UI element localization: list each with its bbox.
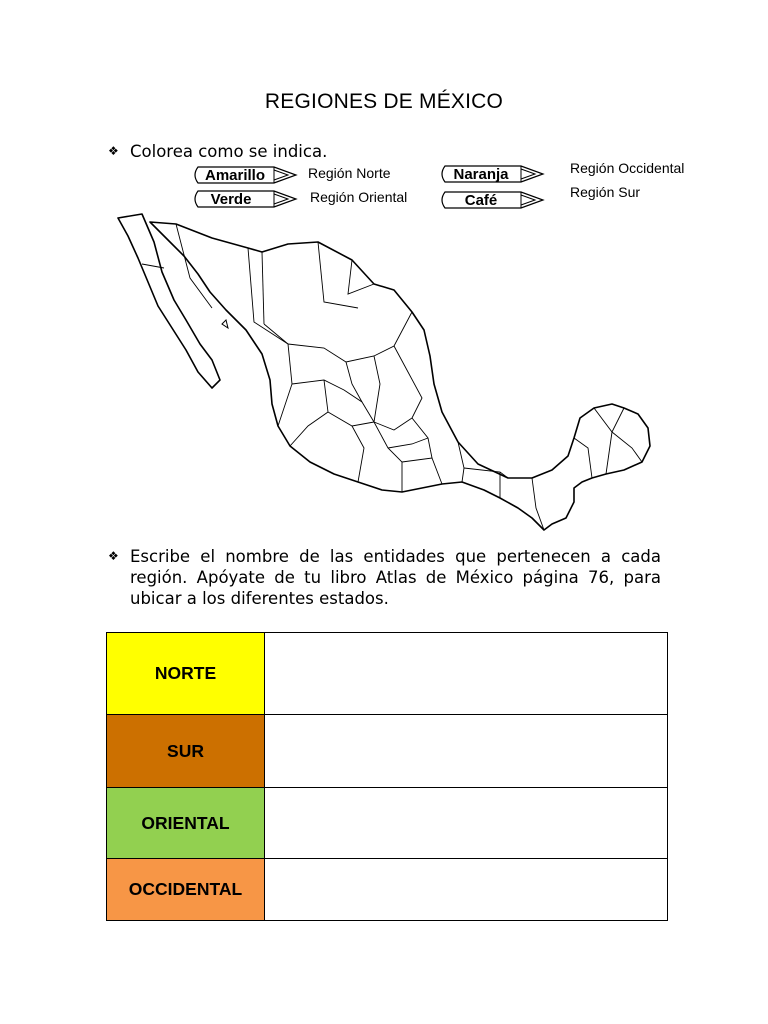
region-label-oriental: ORIENTAL	[107, 788, 265, 859]
legend-region-occidental: Región Occidental	[570, 160, 685, 176]
region-label-occidental: OCCIDENTAL	[107, 859, 265, 921]
pencil-naranja	[437, 164, 547, 184]
write-instruction	[108, 546, 661, 609]
answer-cell-oriental[interactable]	[265, 788, 668, 859]
answer-cell-sur[interactable]	[265, 715, 668, 788]
legend-region-sur: Región Sur	[570, 184, 641, 200]
table-row	[107, 633, 668, 715]
legend-region-norte: Región Norte	[308, 165, 391, 181]
pencil-label: Café	[464, 191, 498, 209]
write-instruction-text: Escribe el nombre de las entidades que pertenecen a cada región. Apóyate de tu libro Atlas de México página 76, para ubicar a los diferentes estados.	[130, 547, 661, 608]
answer-cell-norte[interactable]	[265, 633, 668, 715]
pencil-verde	[190, 189, 300, 209]
pencil-label: Naranja	[453, 165, 509, 183]
diamond-bullet-icon: ❖	[108, 549, 119, 563]
table-row	[107, 788, 668, 859]
table-row	[107, 859, 668, 921]
legend-region-oriental: Región Oriental	[310, 189, 408, 205]
pencil-label: Verde	[210, 190, 252, 208]
pencil-cafe	[437, 190, 547, 210]
answer-cell-occidental[interactable]	[265, 859, 668, 921]
regions-table	[106, 632, 668, 921]
diamond-bullet-icon: ❖	[108, 144, 119, 158]
pencil-amarillo	[190, 165, 300, 185]
color-instruction-text: Colorea como se indica.	[130, 142, 328, 161]
pencil-label: Amarillo	[204, 166, 265, 184]
region-label-norte: NORTE	[107, 633, 265, 715]
region-label-sur: SUR	[107, 715, 265, 788]
table-row	[107, 715, 668, 788]
mexico-outline-map-icon	[112, 212, 657, 542]
page-title: REGIONES DE MÉXICO	[264, 90, 504, 113]
color-instruction	[108, 141, 327, 162]
